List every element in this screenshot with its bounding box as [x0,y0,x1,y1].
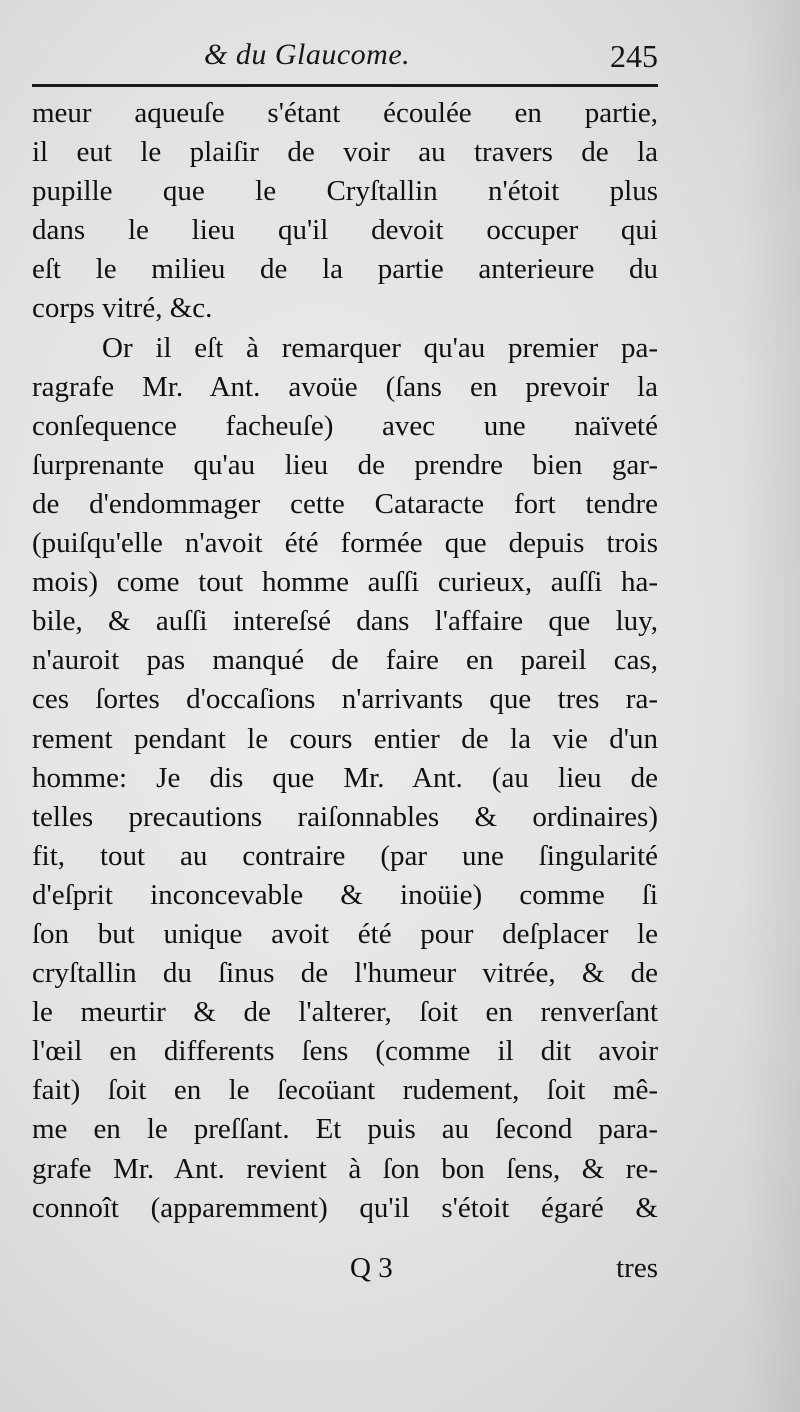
body-text [32,94,658,1228]
page-number: 245 [610,38,658,74]
text-line: Or il eſt à remarquer qu'au premier pa- [102,331,658,364]
text-line: il eut le plaiſir de voir au travers de la [32,136,658,169]
text-line: ſurprenante qu'au lieu de prendre bien gar- [32,448,658,481]
text-line: ragrafe Mr. Ant. avoüe (ſans en prevoir la [32,370,658,403]
text-line: n'auroit pas manqué de faire en pareil cas, [32,644,658,677]
text-line: bile, & auſſi intereſsé dans l'affaire que luy, [32,605,658,638]
text-line: de d'endommager cette Cataracte fort tendre [32,487,658,520]
header-rule [32,84,658,87]
text-line: rement pendant le cours entier de la vie d'un [32,722,658,755]
text-line: fit, tout au contraire (par une ſingularité [32,839,658,872]
signature-mark: Q 3 [350,1252,393,1284]
text-line: cryſtallin du ſinus de l'humeur vitrée, & de [32,957,658,990]
catchword: tres [616,1252,658,1284]
page-footer [32,1252,658,1292]
text-line: d'eſprit inconcevable & inoüie) comme ſi [32,878,658,911]
text-line: me en le preſſant. Et puis au ſecond para- [32,1113,658,1146]
text-line: ces ſortes d'occaſions n'arrivants que tres ra- [32,683,658,716]
text-line: homme: Je dis que Mr. Ant. (au lieu de [32,761,658,794]
text-line: conſequence facheuſe) avec une naïveté [32,409,658,442]
text-line: dans le lieu qu'il devoit occuper qui [32,214,658,247]
text-line: connoît (apparemment) qu'il s'étoit égaré & [32,1191,658,1224]
text-line: pupille que le Cryſtallin n'étoit plus [32,175,658,208]
running-title: & du Glaucome. [204,38,411,71]
text-line: le meurtir & de l'alterer, ſoit en renverſant [32,996,658,1029]
text-line: grafe Mr. Ant. revient à ſon bon ſens, & re- [32,1152,658,1185]
text-line: meur aqueuſe s'étant écoulée en partie, [32,97,658,129]
text-line: corps vitré, &c. [32,292,213,325]
text-line: telles precautions raiſonnables & ordinaires) [32,800,658,833]
text-line: (puiſqu'elle n'avoit été formée que depuis trois [32,527,658,560]
page-header [32,38,658,78]
text-line: l'œil en differents ſens (comme il dit avoir [32,1035,658,1068]
text-line: fait) ſoit en le ſecoüant rudement, ſoit mê- [32,1074,658,1107]
text-line: mois) come tout homme auſſi curieux, auſſi ha- [32,566,658,599]
text-line: ſon but unique avoit été pour deſplacer le [32,917,658,950]
text-line: eſt le milieu de la partie anterieure du [32,253,658,286]
page-edge-shadow [740,0,800,1412]
